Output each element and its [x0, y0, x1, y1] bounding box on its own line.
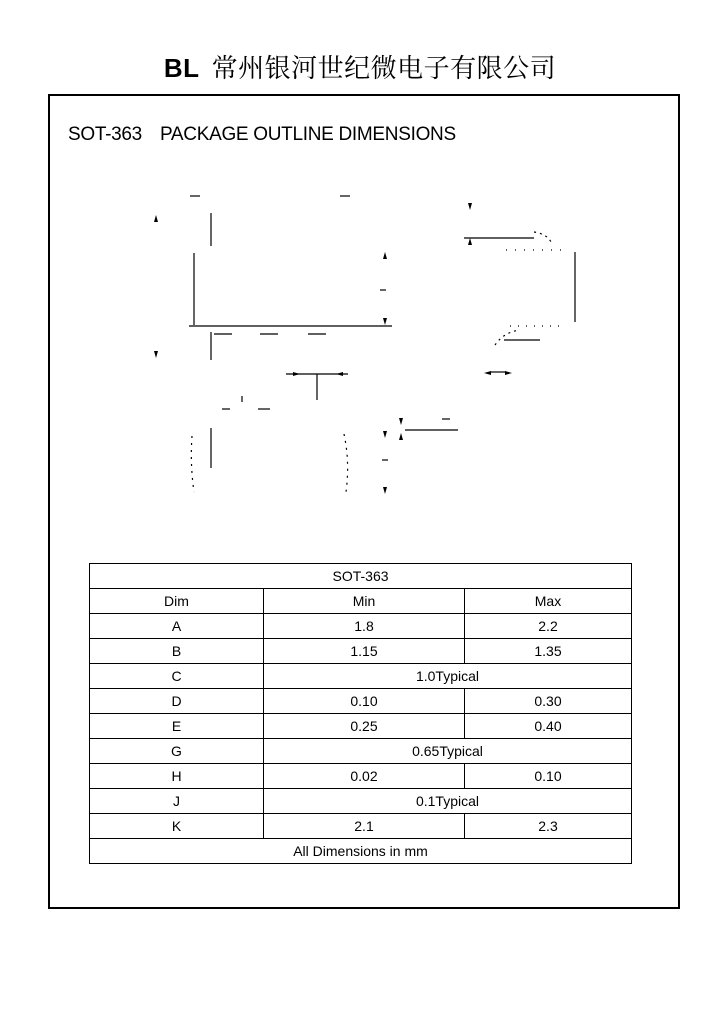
brand-label: BL: [163, 53, 200, 83]
table-header-row: [90, 589, 632, 614]
dim-cell: J: [90, 789, 264, 814]
company-name: 常州银河世纪微电子有限公司: [211, 54, 557, 84]
table-row: [90, 689, 632, 714]
column-header-min: Min: [264, 589, 465, 614]
dimensions-table: [89, 563, 632, 864]
table-footer-row: [90, 839, 632, 864]
table-title-row: [90, 564, 632, 589]
min-cell: 0.25: [264, 714, 465, 739]
max-cell: 0.10: [465, 764, 632, 789]
dim-cell: A: [90, 614, 264, 639]
min-cell: 0.10: [264, 689, 465, 714]
min-cell: 1.8: [264, 614, 465, 639]
table-row: [90, 639, 632, 664]
section-heading: PACKAGE OUTLINE DIMENSIONS: [159, 124, 456, 145]
typical-cell: 1.0Typical: [264, 664, 632, 689]
column-header-max: Max: [465, 589, 632, 614]
dim-cell: E: [90, 714, 264, 739]
dimension-arrows: [154, 203, 512, 494]
table-footer: All Dimensions in mm: [90, 839, 632, 864]
max-cell: 0.40: [465, 714, 632, 739]
typical-cell: 0.1Typical: [264, 789, 632, 814]
package-name: SOT-363: [68, 124, 142, 145]
table-title: SOT-363: [90, 564, 632, 589]
dim-cell: C: [90, 664, 264, 689]
table-row: [90, 614, 632, 639]
end-view: [191, 419, 458, 492]
top-view: [189, 196, 392, 409]
dim-cell: B: [90, 639, 264, 664]
dim-cell: H: [90, 764, 264, 789]
min-cell: 2.1: [264, 814, 465, 839]
dim-cell: G: [90, 739, 264, 764]
table-row: [90, 739, 632, 764]
max-cell: 1.35: [465, 639, 632, 664]
table-row: [90, 814, 632, 839]
typical-cell: 0.65Typical: [264, 739, 632, 764]
max-cell: 0.30: [465, 689, 632, 714]
max-cell: 2.2: [465, 614, 632, 639]
table-row: [90, 664, 632, 689]
dim-cell: D: [90, 689, 264, 714]
table-row: [90, 764, 632, 789]
dim-cell: K: [90, 814, 264, 839]
side-view: [464, 232, 575, 372]
min-cell: 1.15: [264, 639, 465, 664]
table-row: [90, 714, 632, 739]
max-cell: 2.3: [465, 814, 632, 839]
min-cell: 0.02: [264, 764, 465, 789]
column-header-dim: Dim: [90, 589, 264, 614]
table-row: [90, 789, 632, 814]
